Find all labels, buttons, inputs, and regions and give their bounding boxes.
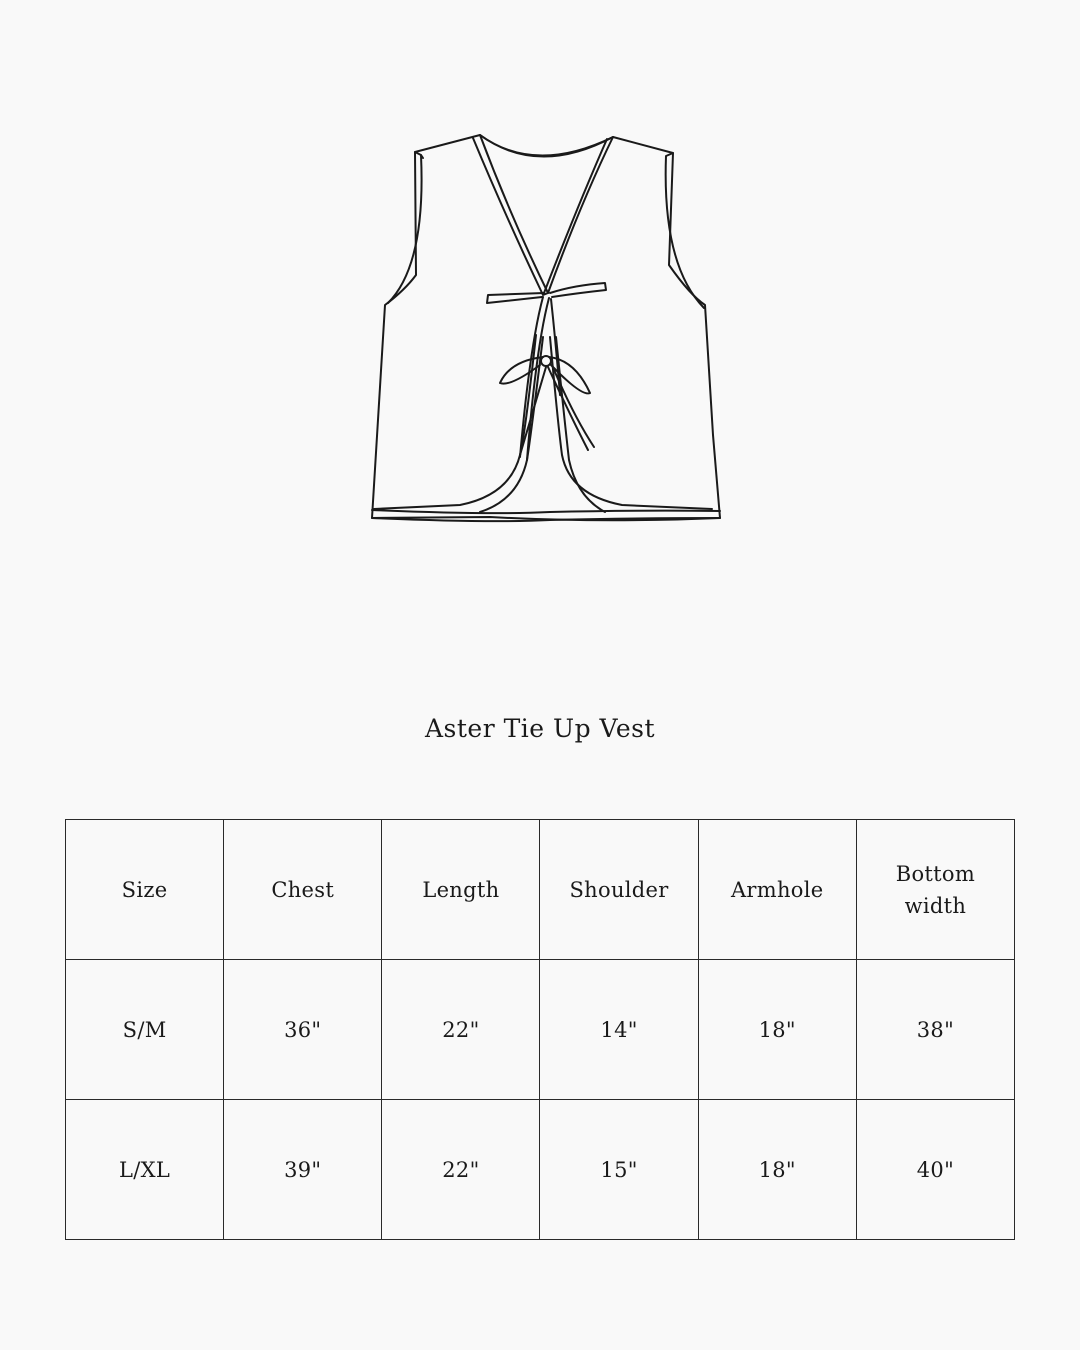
table-row (66, 960, 1015, 1100)
table-cell: 36" (224, 960, 382, 1100)
table-cell: S/M (66, 960, 224, 1100)
header-cell-length: Length (382, 820, 540, 960)
header-cell-size: Size (66, 820, 224, 960)
header-cell-shoulder: Shoulder (540, 820, 698, 960)
table-cell: 38" (856, 960, 1014, 1100)
size-chart-table (65, 819, 1015, 1240)
header-cell-armhole: Armhole (698, 820, 856, 960)
product-title: Aster Tie Up Vest (425, 714, 655, 743)
table-cell: 15" (540, 1100, 698, 1240)
vest-illustration-icon (360, 125, 730, 535)
header-cell-chest: Chest (224, 820, 382, 960)
table-cell: 22" (382, 1100, 540, 1240)
table-cell: 18" (698, 1100, 856, 1240)
table-header-row (66, 820, 1015, 960)
header-cell-bottom-width: Bottom width (856, 820, 1014, 960)
table-cell: 40" (856, 1100, 1014, 1240)
table-cell: 39" (224, 1100, 382, 1240)
table-cell: L/XL (66, 1100, 224, 1240)
table-cell: 22" (382, 960, 540, 1100)
table-row (66, 1100, 1015, 1240)
table-cell: 14" (540, 960, 698, 1100)
table-cell: 18" (698, 960, 856, 1100)
